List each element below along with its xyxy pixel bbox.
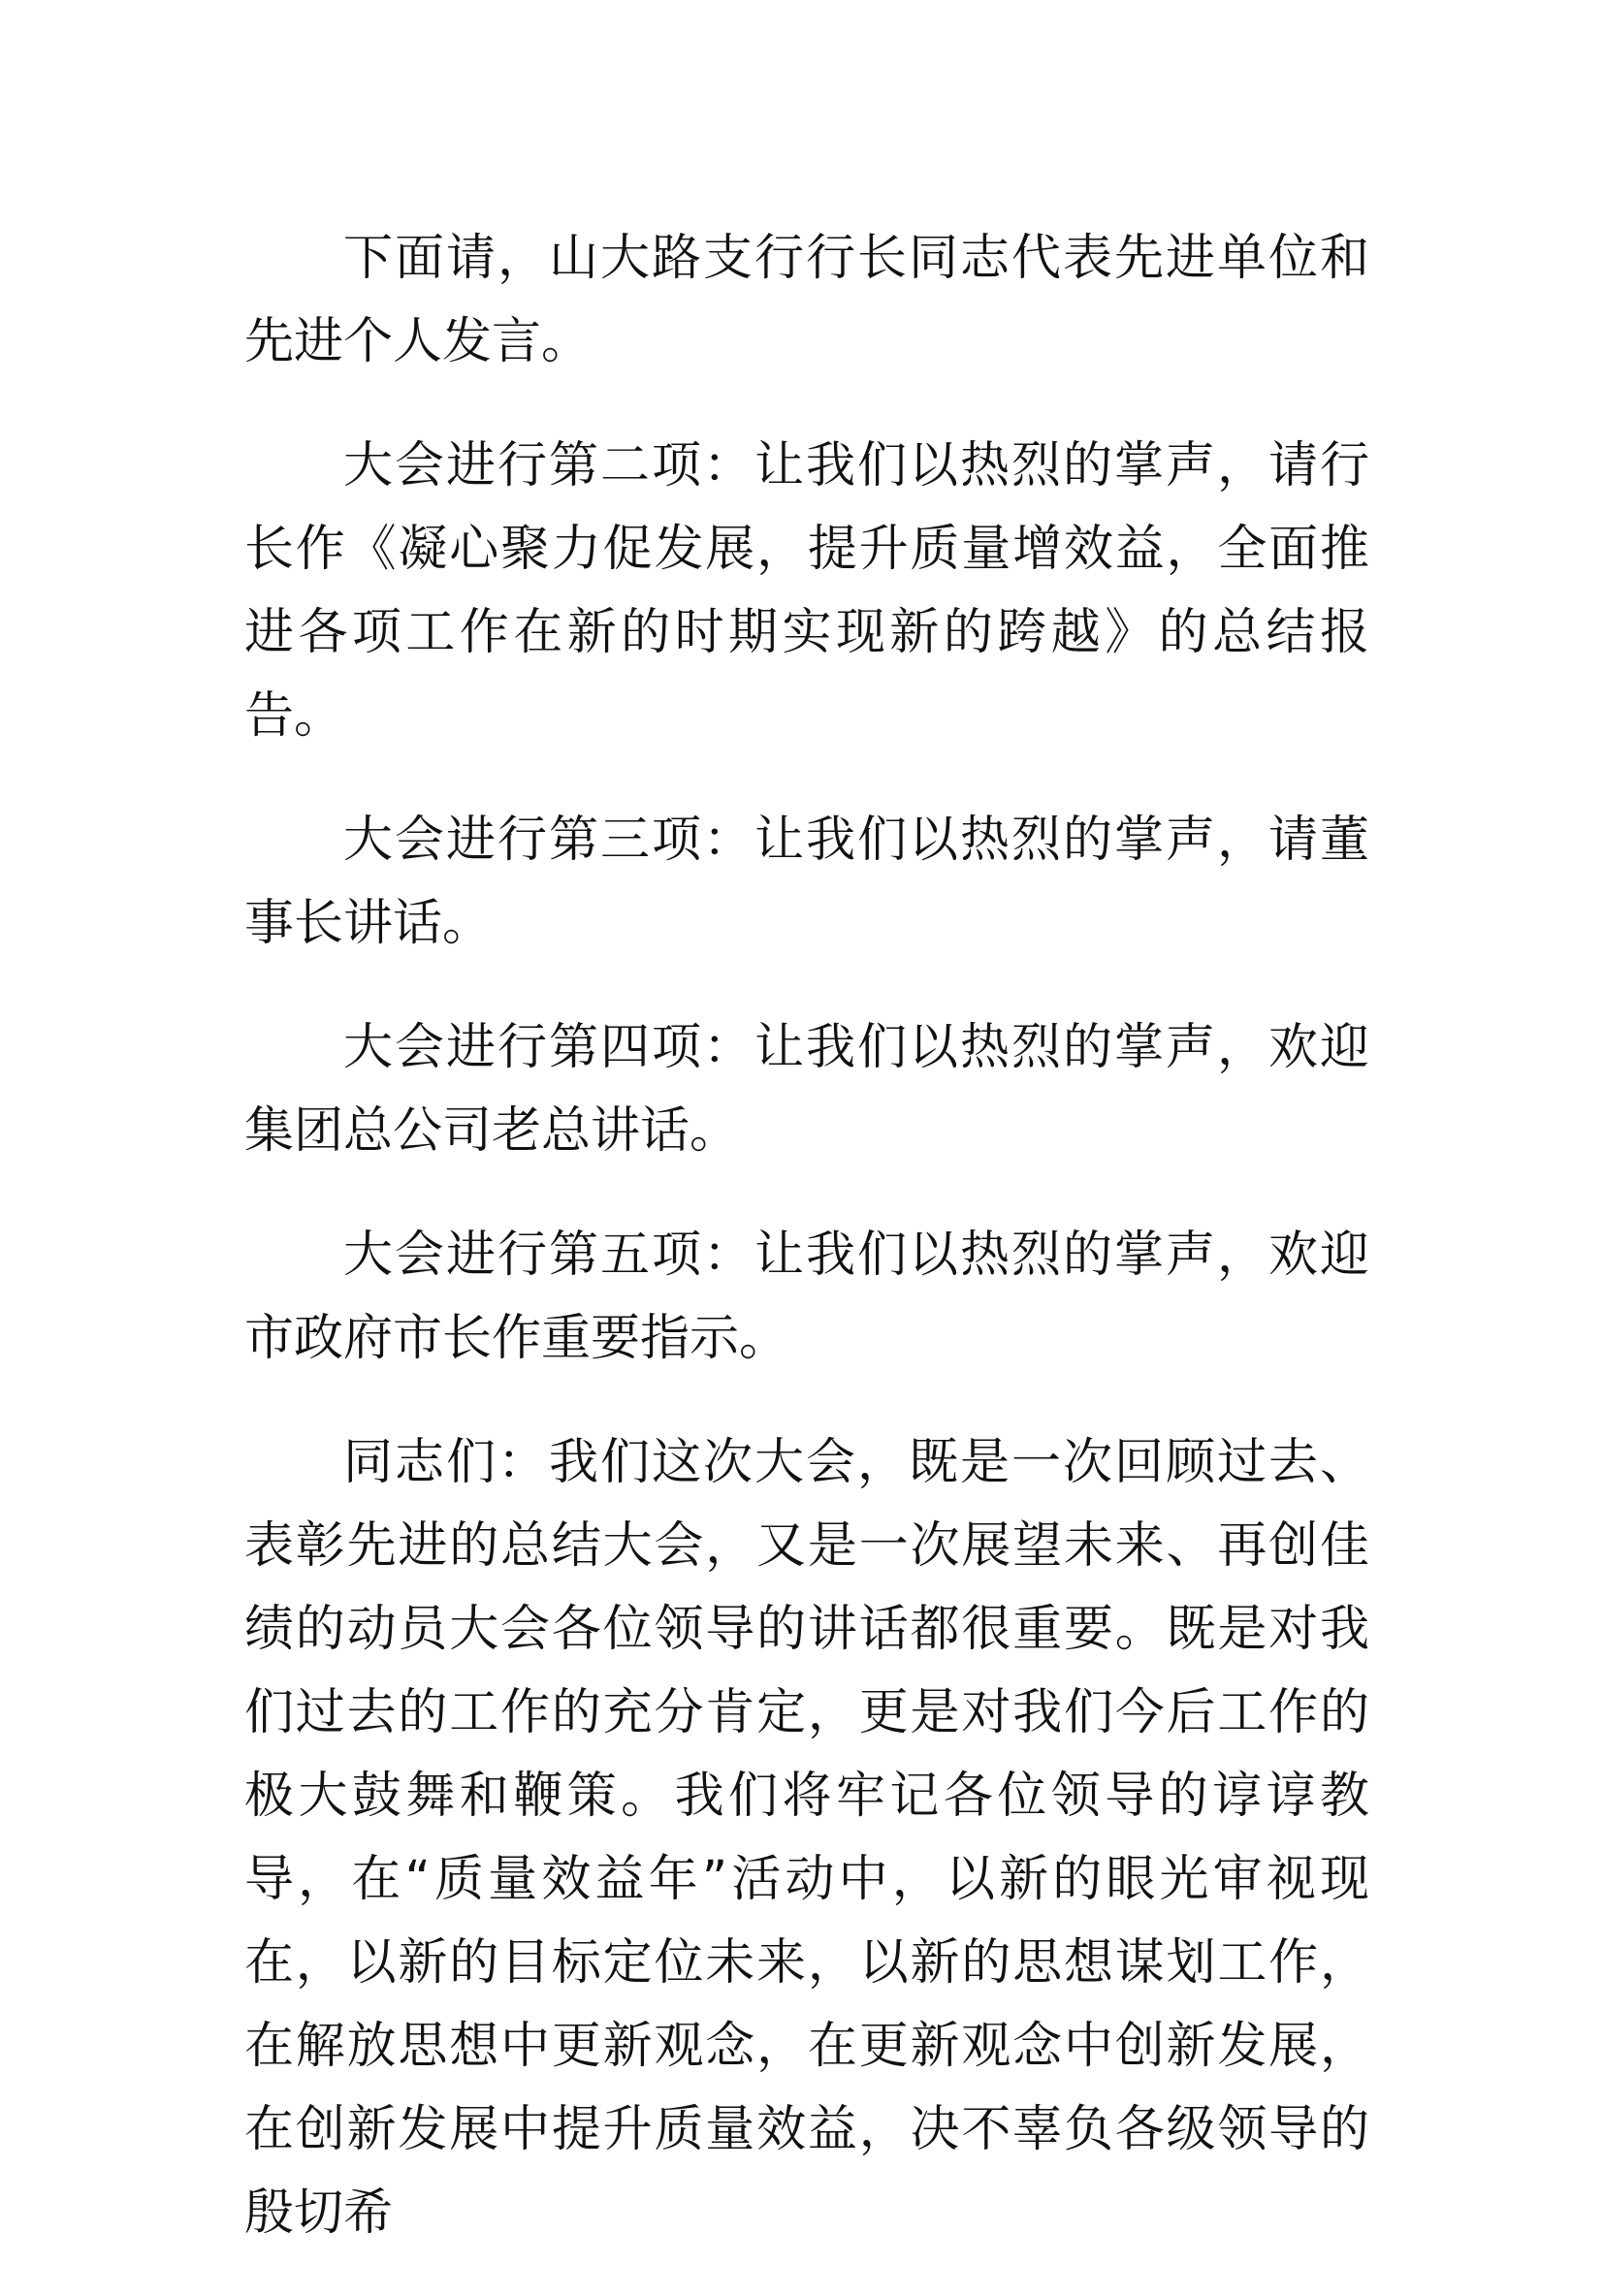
paragraph-agenda-item-3: 大会进行第三项：让我们以热烈的掌声，请董事长讲话。 xyxy=(244,812,1369,952)
paragraph-agenda-item-4: 大会进行第四项：让我们以热烈的掌声，欢迎集团总公司老总讲话。 xyxy=(244,1019,1369,1160)
paragraph-closing-remarks: 同志们：我们这次大会，既是一次回顾过去、表彰先进的总结大会，又是一次展望未来、再创佳绩的动员大会各位领导的讲话都很重要。既是对我们过去的工作的充分肯定，更是对我们今后工作的极大鼓舞和鞭策。我们将牢记各位领导的谆谆教导，在“质量效益年”活动中，以新的眼光审视现在，以新的目标定位未来，以新的思想谋划工作，在解放思想中更新观念，在更新观念中创新发展，在创新发展中提升质量效益，决不辜负各级领导的殷切希 xyxy=(244,1434,1369,2242)
paragraph-agenda-item-5: 大会进行第五项：让我们以热烈的掌声，欢迎市政府市长作重要指示。 xyxy=(244,1227,1369,1367)
document-body xyxy=(244,217,1369,2296)
paragraph-speech-invite: 下面请，山大路支行行长同志代表先进单位和先进个人发言。 xyxy=(244,230,1369,370)
paragraph-agenda-item-2: 大会进行第二项：让我们以热烈的掌声，请行长作《凝心聚力促发展，提升质量增效益，全面推进各项工作在新的时期实现新的跨越》的总结报告。 xyxy=(244,437,1369,745)
